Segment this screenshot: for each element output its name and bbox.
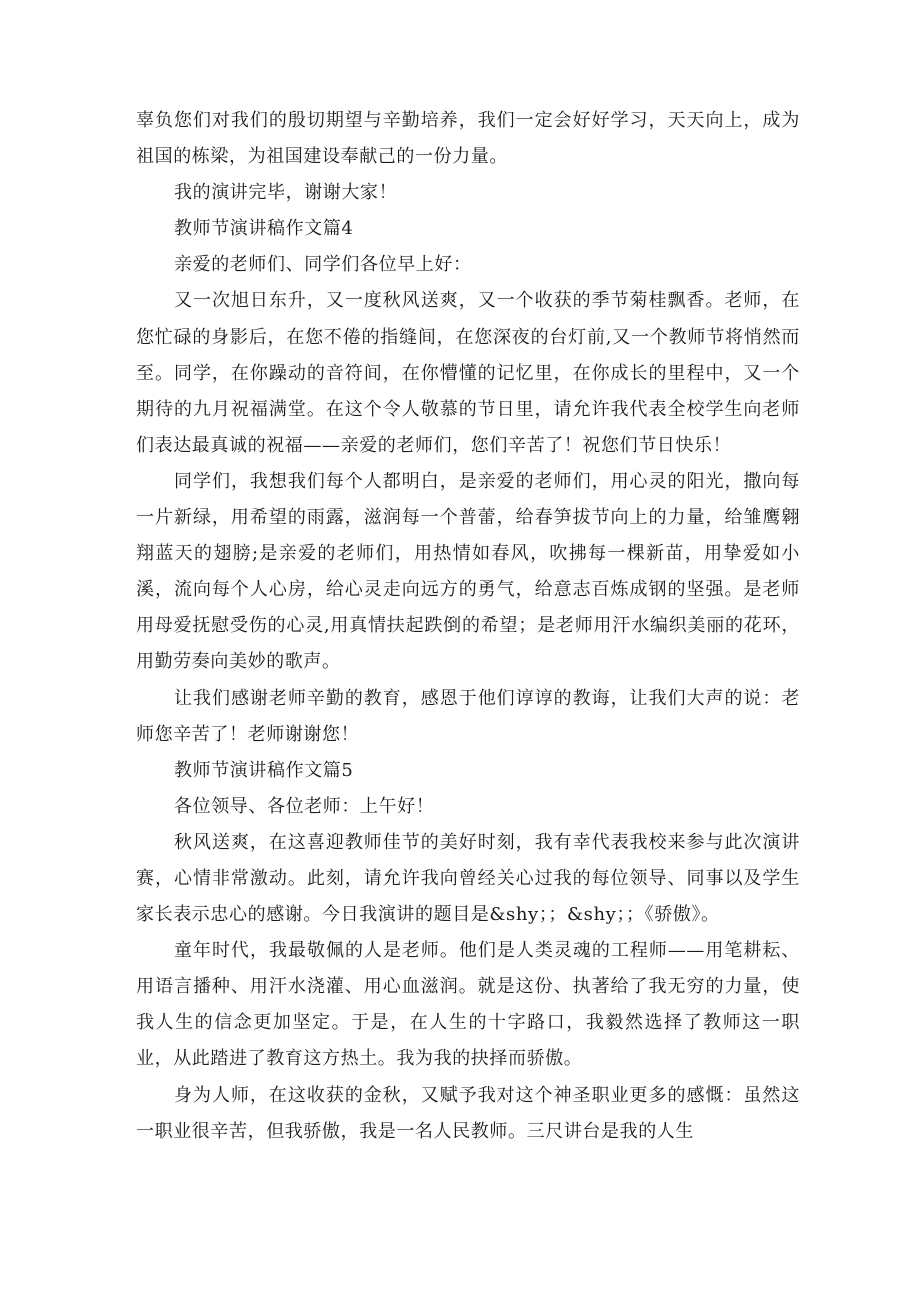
document-body: [136, 103, 800, 1150]
paragraph-2: 我的演讲完毕，谢谢大家！: [174, 182, 398, 204]
paragraph-greeting-4: 亲爱的老师们、同学们各位早上好：: [174, 254, 472, 276]
paragraph-1: 辜负您们对我们的殷切期望与辛勤培养，我们一定会好好学习，天天向上，成为祖国的栋梁，为祖国建设奉献己的一份力量。: [136, 110, 800, 168]
paragraph-7: 让我们感谢老师辛勤的教育，感恩于他们谆谆的教诲，让我们大声的说：老师您辛苦了！老师谢谢您！: [136, 687, 800, 745]
paragraph-6: 同学们，我想我们每个人都明白，是亲爱的老师们，用心灵的阳光，撒向每一片新绿，用希望的雨露，滋润每一个普蕾，给春笋拔节向上的力量，给雏鹰翱翔蓝天的翅膀;是亲爱的老师们，用热情如春风，吹拂每一棵新苗，用挚爱如小溪，流向每个人心房，给心灵走向远方的勇气，给意志百炼成钢的坚强。是老师用母爱抚慰受伤的心灵,用真情扶起跌倒的希望；是老师用汗水编织美丽的花环，用勤劳奏向美妙的歌声。: [136, 470, 800, 673]
section-heading-4: 教师节演讲稿作文篇4: [174, 218, 354, 240]
paragraph-5: 又一次旭日东升，又一度秋风送爽，又一个收获的季节菊桂飘香。老师，在您忙碌的身影后，在您不倦的指缝间，在您深夜的台灯前,又一个教师节将悄然而至。同学，在你躁动的音符间，在你懵懂的记忆里，在你成长的里程中，又一个期待的九月祝福满堂。在这个令人敬慕的节日里，请允许我代表全校学生向老师们表达最真诚的祝福——亲爱的老师们，您们辛苦了！祝您们节日快乐！: [136, 290, 800, 456]
paragraph-greeting-5: 各位领导、各位老师：上午好！: [174, 795, 435, 817]
paragraph-12: 身为人师，在这收获的金秋，又赋予我对这个神圣职业更多的感慨：虽然这一职业很辛苦，但我骄傲，我是一名人民教师。三尺讲台是我的人生: [136, 1084, 800, 1142]
section-heading-5: 教师节演讲稿作文篇5: [174, 759, 354, 781]
paragraph-11: 童年时代，我最敬佩的人是老师。他们是人类灵魂的工程师——用笔耕耘、用语言播种、用汗水浇灌、用心血滋润。就是这份、执著给了我无穷的力量，使我人生的信念更加坚定。于是，在人生的十字路口，我毅然选择了教师这一职业，从此踏进了教育这方热土。我为我的抉择而骄傲。: [136, 940, 800, 1070]
paragraph-10: 秋风送爽，在这喜迎教师佳节的美好时刻，我有幸代表我校来参与此次演讲赛，心情非常激动。此刻，请允许我向曾经关心过我的每位领导、同事以及学生家长表示忠心的感谢。今日我演讲的题目是&shy；；&shy；；《骄傲》。: [136, 831, 800, 926]
